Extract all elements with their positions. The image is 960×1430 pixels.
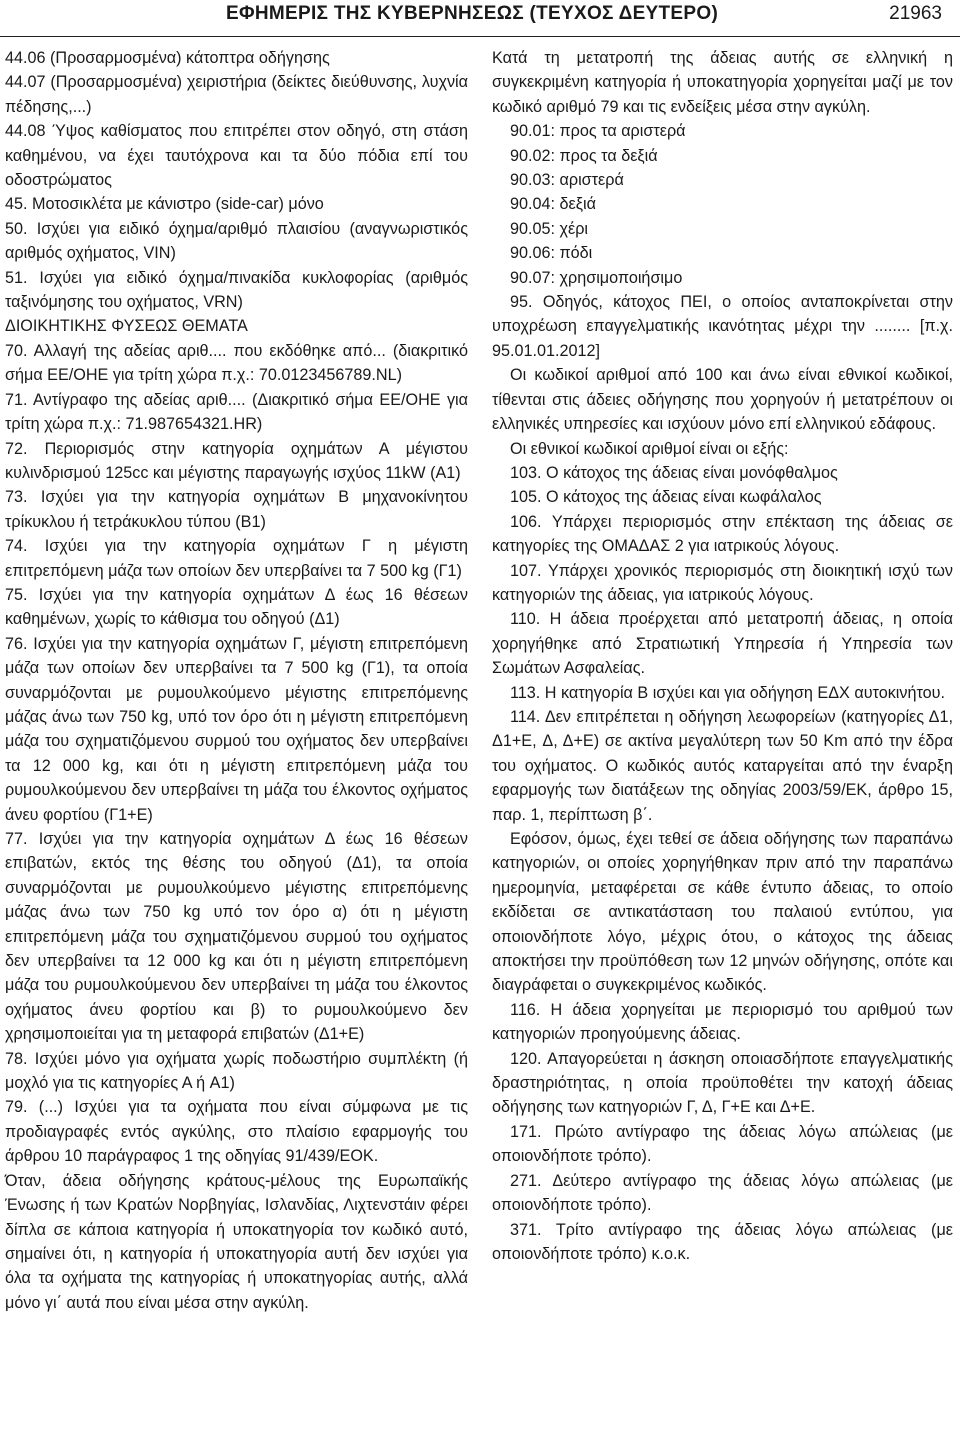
code-item: 107. Υπάρχει χρονικός περιορισμός στη διοικητική ισχύ των κατηγοριών της άδειας, για ιατρικούς λόγους.	[492, 561, 953, 604]
code-item: 90.05: χέρι	[510, 219, 589, 238]
paragraph: Κατά τη μετατροπή της άδειας αυτής σε ελληνική η συγκεκριμένη κατηγορία ή υποκατηγορία χορηγείται μαζί με τον κωδικό αριθμό 79 και τις ενδείξεις μέσα στην αγκύλη.	[492, 49, 953, 116]
paragraph: 44.07 (Προσαρμοσμένα) χειριστήρια (δείκτες διεύθυνσης, λυχνία πέδησης,...)	[5, 73, 468, 116]
page-header	[0, 0, 960, 37]
paragraph: 77. Ισχύει για την κατηγορία οχημάτων Δ έως 16 θέσεων επιβατών, εκτός της θέσης του οδηγού (Δ1), τα οποία συναρμόζονται με ρυμουλκούμενο μέγιστης επιτρεπόμενης μάζας άνω των 750 kg υπό τον όρο α) ότι η μέγιστη επιτρεπόμενη μάζα του σχηματιζόμενου συρμού του οχήματος δεν υπερβαίνει τα 12 000 kg και ότι η μέγιστη επιτρεπόμενη μάζα του ρυμουλκούμενου δεν υπερβαίνει τη μάζα του έλκοντος οχήματος άνευ φορτίου και β) το ρυμουλκούμενο δεν χρησιμοποιείται για τη μεταφορά επιβατών (Δ1+E)	[5, 830, 468, 1044]
paragraph: Εφόσον, όμως, έχει τεθεί σε άδεια οδήγησης των παραπάνω κατηγοριών, οι οποίες χορηγήθηκαν πριν από την παραπάνω ημερομηνία, μεταφέρεται σε κάθε έντυπο άδειας, το οποίο εκδίδεται σε αντικατάσταση του παλαιού εντύπου, για οποιονδήποτε λόγο, μέχρις ότου, ο κάτοχος της άδειας αποκτήσει την προϋπόθεση των 12 μηνών οδήγησης, οπότε και διαγράφεται ο συγκεκριμένος κωδικός.	[492, 830, 953, 995]
code-item: 371. Τρίτο αντίγραφο της άδειας λόγω απώλειας (με οποιονδήποτε τρόπο) κ.ο.κ.	[492, 1220, 953, 1263]
code-item: 90.03: αριστερά	[510, 171, 624, 190]
paragraph: 78. Ισχύει μόνο για οχήματα χωρίς ποδωστήριο συμπλέκτη (ή μοχλό για τις κατηγορίες Α ή A1)	[5, 1049, 468, 1093]
code-item: 114. Δεν επιτρέπεται η οδήγηση λεωφορείων (κατηγορίες Δ1, Δ1+E, Δ, Δ+E) σε ακτίνα μεγαλύτερη των 50 Km από την έδρα του οχήματος. Ο κωδικός αυτός καταργείται από την έναρξη εφαρμογής των διατάξεων της οδηγίας 2003/59/ΕΚ, άρθρο 15, παρ. 1, περίπτωση β΄.	[492, 707, 953, 824]
code-item: 90.06: πόδι	[510, 244, 593, 263]
right-column	[492, 46, 953, 1266]
code-item: 90.02: προς τα δεξιά	[510, 146, 658, 165]
code-item: 90.04: δεξιά	[510, 195, 596, 214]
paragraph: 73. Ισχύει για την κατηγορία οχημάτων Β μηχανοκίνητου τρίκυκλου ή τετράκυκλου τύπου (B1)	[5, 488, 468, 531]
code-item: 271. Δεύτερο αντίγραφο της άδειας λόγω απώλειας (με οποιονδήποτε τρόπο).	[492, 1171, 953, 1215]
page-number: 21963	[889, 3, 942, 24]
paragraph: 95. Οδηγός, κάτοχος ΠΕΙ, ο οποίος ανταποκρίνεται στην υποχρέωση επαγγελματικής ικανότητας μέχρι την ........ [π.χ. 95.01.01.2012]	[492, 293, 953, 360]
code-item: 120. Απαγορεύεται η άσκηση οποιασδήποτε επαγγελματικής δραστηριότητας, η οποία προϋποθέτει την κατοχή άδειας οδήγησης των κατηγοριών Γ, Δ, Γ+E και Δ+E.	[492, 1049, 953, 1117]
code-item: 116. Η άδεια χορηγείται με περιορισμό του αριθμού των κατηγοριών προηγούμενης άδειας.	[492, 1000, 953, 1044]
paragraph: 51. Ισχύει για ειδικό όχημα/πινακίδα κυκλοφορίας (αριθμός ταξινόμησης του οχήματος, VRN)	[5, 268, 468, 312]
paragraph: 44.06 (Προσαρμοσμένα) κάτοπτρα οδήγησης	[5, 49, 330, 67]
code-item: 171. Πρώτο αντίγραφο της άδειας λόγω απώλειας (με οποιονδήποτε τρόπο).	[492, 1122, 953, 1166]
paragraph: 44.08 Ύψος καθίσματος που επιτρέπει στον οδηγό, στη στάση καθημένου, να έχει ταυτόχρονα και τα δύο πόδια επί του οδοστρώματος	[5, 122, 468, 190]
paragraph: 79. (...) Ισχύει για τα οχήματα που είναι σύμφωνα με τις προδιαγραφές εντός αγκύλης, στο πλαίσιο εφαρμογής του άρθρου 10 παράγραφος 1 της οδηγίας 91/439/ΕΟΚ.	[5, 1098, 468, 1166]
paragraph: 45. Μοτοσικλέτα με κάνιστρο (side-car) μόνο	[5, 195, 324, 214]
paragraph: 74. Ισχύει για την κατηγορία οχημάτων Γ η μέγιστη επιτρεπόμενη μάζα των οποίων δεν υπερβαίνει τα 7 500 kg (Γ1)	[5, 537, 468, 580]
paragraph: 76. Ισχύει για την κατηγορία οχημάτων Γ, μέγιστη επιτρεπόμενη μάζα των οποίων δεν υπερβαίνει τα 7 500 kg (Γ1), τα οποία συναρμόζονται με ρυμουλκούμενο μέγιστης επιτρεπόμενης μάζας άνω των 750 kg, υπό τον όρο ότι η μέγιστη επιτρεπόμενη μάζα του σχηματιζόμενου συρμού του οχήματος δεν υπερβαίνει τα 12 000 kg, και ότι η μέγιστη επιτρεπόμενη μάζα του ρυμουλκούμενου δεν υπερβαίνει τη μάζα του έλκοντος οχήματος άνευ φορτίου (Γ1+E)	[5, 634, 468, 824]
code-item: 105. Ο κάτοχος της άδειας είναι κωφάλαλος	[510, 488, 822, 507]
code-item: 106. Υπάρχει περιορισμός στην επέκταση της άδειας σε κατηγορίες της ΟΜΑΔΑΣ 2 για ιατρικούς λόγους.	[492, 512, 953, 556]
paragraph: Οι εθνικοί κωδικοί αριθμοί είναι οι εξής:	[510, 439, 789, 458]
paragraph: 70. Αλλαγή της αδείας αριθ.... που εκδόθηκε από... (διακριτικό σήμα ΕΕ/ΟΗΕ για τρίτη χώρα π.χ.: 70.0123456789.NL)	[5, 341, 468, 385]
paragraph: 75. Ισχύει για την κατηγορία οχημάτων Δ έως 16 θέσεων καθημένων, χωρίς το κάθισμα του οδηγού (Δ1)	[5, 585, 468, 629]
gazette-title: ΕΦΗΜΕΡΙΣ ΤΗΣ ΚΥΒΕΡΝΗΣΕΩΣ (ΤΕΥΧΟΣ ΔΕΥΤΕΡΟ)	[226, 3, 719, 24]
paragraph: 71. Αντίγραφο της αδείας αριθ.... (Διακριτικό σήμα ΕΕ/ΟΗΕ για τρίτη χώρα π.χ.: 71.987654321.HR)	[5, 390, 468, 434]
paragraph: 72. Περιορισμός στην κατηγορία οχημάτων Α μέγιστου κυλινδρισμού 125cc και μέγιστης παραγωγής ισχύος 11kW (A1)	[5, 439, 468, 482]
section-heading: ΔΙΟΙΚΗΤΙΚΗΣ ΦΥΣΕΩΣ ΘΕΜΑΤΑ	[5, 317, 248, 336]
paragraph: Όταν, άδεια οδήγησης κράτους-μέλους της Ευρωπαϊκής Ένωσης ή των Κρατών Νορβηγίας, Ισλανδίας, Λιχτενστάιν φέρει δίπλα σε κάποια κατηγορία ή υποκατηγορία τον κωδικό αυτό, σημαίνει ότι, η κατηγορία ή υποκατηγορία αυτή δεν ισχύει για όλα τα οχήματα της κατηγορίας ή υποκατηγορίας αυτής, αλλά μόνο γι΄ αυτά που είναι μέσα στην αγκύλη.	[5, 1171, 468, 1312]
code-item: 103. Ο κάτοχος της άδειας είναι μονόφθαλμος	[510, 463, 838, 482]
left-column	[5, 46, 468, 1315]
paragraph: Οι κωδικοί αριθμοί από 100 και άνω είναι εθνικοί κωδικοί, τίθενται στις άδειες οδήγησης που χορηγούν ή μετατρέπουν οι ελληνικές υπηρεσίες και ισχύουν μόνο επί ελληνικού εδάφους.	[492, 366, 953, 434]
code-item: 90.07: χρησιμοποιήσιμο	[510, 268, 683, 287]
paragraph: 50. Ισχύει για ειδικό όχημα/αριθμό πλαισίου (αναγνωριστικός αριθμός οχήματος, VIN)	[5, 219, 468, 263]
code-item: 90.01: προς τα αριστερά	[510, 122, 686, 141]
code-item: 113. Η κατηγορία Β ισχύει και για οδήγηση ΕΔΧ αυτοκινήτου.	[510, 683, 946, 702]
code-item: 110. Η άδεια προέρχεται από μετατροπή άδειας, η οποία χορηγήθηκε από Στρατιωτική Υπηρεσία ή Υπηρεσία των Σωμάτων Ασφαλείας.	[492, 610, 953, 678]
